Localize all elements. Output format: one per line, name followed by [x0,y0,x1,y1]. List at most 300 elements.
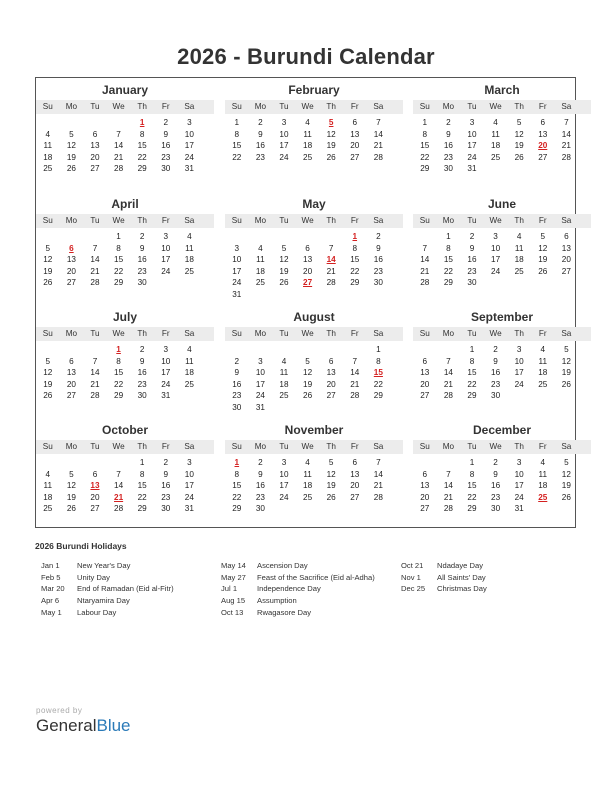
empty-cell [83,344,107,356]
day-cell: 27 [350,152,360,162]
holiday-name: Labour Day [77,607,117,617]
weekday-label: Su [231,102,242,111]
day-cell: 18 [184,368,194,377]
weekday-label: We [489,329,502,338]
weekday-label: Tu [279,102,289,111]
day-cell: 22 [467,492,477,502]
day-cell: 19 [514,141,524,150]
day-cell: 3 [163,345,169,354]
holiday-date: May 14 [221,561,246,570]
week-row [225,469,403,481]
empty-cell [60,117,84,129]
day-cell: 18 [43,492,53,502]
day-cell: 23 [137,379,147,389]
day-cell: 8 [234,129,240,139]
weekday-label: Tu [90,442,100,451]
holiday-day-cell: 6 [69,243,74,253]
day-cell: 30 [443,164,453,173]
empty-cell [531,390,555,402]
day-cell: 26 [43,391,53,400]
day-cell: 20 [350,141,360,150]
weekday-label: Fr [538,329,547,338]
weekday-label: Tu [279,329,289,338]
weekday-label: Su [419,102,430,111]
day-cell: 9 [139,356,145,366]
holidays-title: 2026 Burundi Holidays [35,541,127,551]
day-cell: 1 [116,232,121,241]
day-cell: 26 [561,492,571,502]
day-cell: 7 [446,356,451,366]
week-row [36,243,214,255]
holiday-name: Feast of the Sacrifice (Eid al-Adha) [257,572,375,582]
weekday-label: Tu [90,102,100,111]
day-cell: 14 [443,368,453,377]
weekday-label: Sa [561,442,572,451]
day-cell: 23 [232,391,242,400]
day-cell: 18 [184,255,194,264]
weekday-header [36,100,214,114]
holiday-date: Mar 20 [41,584,65,594]
weekday-label: Mo [254,102,267,111]
day-grid [225,117,403,163]
day-cell: 9 [493,469,498,479]
day-cell: 3 [493,232,498,241]
day-cell: 7 [116,129,121,139]
day-cell: 28 [373,492,383,502]
day-cell: 29 [350,278,360,287]
day-cell: 7 [92,356,98,366]
day-cell: 3 [234,243,240,253]
day-cell: 15 [114,255,124,264]
day-cell: 19 [43,266,53,276]
empty-cell [178,390,202,402]
day-grid [225,457,403,515]
day-cell: 5 [69,129,74,139]
weekday-label: Tu [467,442,477,451]
day-cell: 25 [43,504,53,513]
holiday-column [401,560,487,595]
week-row [36,344,214,356]
day-cell: 30 [137,391,147,400]
weekday-label: Th [137,102,147,111]
empty-cell [36,117,60,129]
holiday-entry [41,607,174,619]
weekday-header [413,214,591,228]
day-cell: 18 [43,152,53,162]
week-row [225,254,403,266]
holiday-day-cell: 21 [114,492,124,502]
day-cell: 17 [279,481,289,490]
day-cell: 17 [514,481,524,490]
day-cell: 19 [43,379,53,389]
day-cell: 26 [43,278,53,287]
day-cell: 24 [232,278,242,287]
holiday-entry [41,595,174,607]
week-row [36,379,214,391]
day-cell: 18 [514,255,524,264]
empty-cell [555,390,579,402]
day-cell: 19 [303,379,313,389]
day-cell: 26 [538,266,548,276]
day-cell: 11 [303,469,312,479]
day-cell: 17 [514,368,524,377]
generalblue-logo[interactable] [36,716,131,736]
day-cell: 6 [328,356,334,366]
holiday-day-cell: 15 [373,368,383,377]
day-cell: 21 [561,141,571,150]
day-cell: 12 [279,255,289,264]
day-cell: 5 [45,243,51,253]
empty-cell [107,457,131,469]
weekday-header [225,440,403,454]
weekday-label: Th [514,102,524,111]
day-cell: 18 [303,481,313,490]
day-cell: 12 [303,368,313,377]
day-cell: 26 [326,492,336,502]
day-cell: 23 [255,492,265,502]
weekday-label: Su [231,216,242,225]
day-cell: 18 [255,266,265,276]
day-cell: 29 [137,164,147,173]
day-cell: 23 [161,152,171,162]
day-cell: 13 [326,368,336,377]
day-cell: 16 [467,255,477,264]
day-cell: 22 [137,152,147,162]
weekday-label: Sa [184,329,195,338]
day-cell: 28 [561,152,571,162]
holiday-date: Oct 13 [221,607,244,617]
day-cell: 1 [422,118,428,127]
weekday-label: Th [137,442,147,451]
weekday-label: Sa [373,442,384,451]
day-cell: 6 [352,458,358,467]
day-cell: 11 [185,243,194,253]
day-cell: 24 [514,492,524,502]
month-april [36,196,214,289]
day-cell: 31 [467,164,477,173]
day-cell: 30 [161,164,171,173]
day-cell: 10 [279,469,289,479]
empty-cell [272,344,296,356]
holiday-name: Ntaryamira Day [77,596,130,606]
month-name: January [101,83,149,97]
day-cell: 27 [350,492,360,502]
week-row [36,277,214,289]
week-row [413,367,591,379]
weekday-label: Tu [467,216,477,225]
day-cell: 30 [137,278,147,287]
weekday-label: Fr [350,102,359,111]
holiday-entry [401,583,487,595]
day-cell: 22 [350,266,360,276]
weekday-label: Mo [254,329,267,338]
day-cell: 24 [491,266,501,276]
day-cell: 20 [66,379,76,389]
day-cell: 16 [491,481,501,490]
day-cell: 27 [561,266,571,276]
weekday-label: Th [326,102,336,111]
empty-cell [60,344,84,356]
month-name: April [111,197,139,211]
day-cell: 26 [514,152,524,162]
day-cell: 4 [305,458,310,467]
day-cell: 24 [161,266,171,276]
day-cell: 31 [232,289,242,299]
day-cell: 31 [255,402,265,412]
day-cell: 16 [443,141,453,150]
day-cell: 4 [45,469,51,479]
week-row [413,152,591,164]
day-cell: 8 [234,469,240,479]
day-cell: 29 [114,278,124,287]
day-cell: 22 [114,266,124,276]
weekday-label: We [112,329,125,338]
weekday-label: Mo [65,329,78,338]
day-cell: 4 [281,356,287,366]
day-cell: 7 [352,356,358,366]
day-cell: 3 [187,458,192,467]
day-cell: 23 [373,266,383,276]
day-cell: 19 [561,368,571,377]
day-cell: 19 [561,481,571,490]
holiday-entry [41,583,174,595]
day-cell: 20 [420,379,430,389]
day-cell: 12 [561,356,571,366]
day-cell: 22 [373,379,383,389]
day-cell: 18 [303,141,313,150]
month-name: November [284,423,344,437]
day-cell: 29 [114,391,124,400]
day-cell: 5 [540,232,546,241]
day-cell: 23 [491,492,501,502]
day-cell: 12 [538,243,548,253]
week-row [413,117,591,129]
day-cell: 5 [516,118,522,127]
empty-cell [225,344,249,356]
holiday-name: End of Ramadan (Eid al-Fitr) [77,584,174,594]
day-cell: 8 [139,469,145,479]
day-cell: 17 [184,141,194,150]
day-cell: 12 [43,255,53,264]
day-cell: 25 [303,492,313,502]
day-cell: 13 [303,255,313,264]
holiday-date: Nov 1 [401,572,421,582]
holiday-name: Ndadaye Day [437,561,484,570]
day-cell: 21 [90,266,100,276]
week-row [225,367,403,379]
month-november [225,422,403,515]
day-cell: 3 [281,458,287,467]
weekday-label: Mo [254,442,267,451]
holiday-day-cell: 1 [352,232,358,241]
empty-cell [367,402,391,414]
weekday-label: Sa [373,216,384,225]
day-cell: 6 [92,469,98,479]
day-grid [36,457,214,515]
day-cell: 15 [467,481,477,490]
empty-cell [507,277,531,289]
weekday-label: Su [231,442,242,451]
day-cell: 11 [514,243,524,253]
day-cell: 12 [326,469,336,479]
day-cell: 24 [279,152,289,162]
weekday-label: Tu [279,442,289,451]
day-cell: 24 [255,391,265,400]
day-cell: 9 [163,469,169,479]
day-grid [225,231,403,300]
day-cell: 5 [328,458,334,467]
day-cell: 10 [161,356,171,366]
week-row [225,152,403,164]
day-cell: 31 [161,391,171,400]
weekday-header [413,100,591,114]
weekday-label: Th [326,216,336,225]
week-row [413,163,591,175]
day-cell: 25 [43,164,53,173]
day-cell: 18 [538,368,548,377]
day-cell: 1 [469,458,475,467]
day-cell: 27 [420,504,430,513]
day-grid [225,344,403,413]
day-cell: 25 [491,152,501,162]
weekday-label: Fr [161,216,170,225]
day-cell: 20 [561,255,571,264]
weekday-label: We [489,442,502,451]
day-cell: 8 [469,356,475,366]
day-cell: 4 [540,345,546,354]
holiday-day-cell: 5 [328,118,334,127]
day-cell: 17 [467,141,477,150]
day-cell: 14 [561,129,571,139]
weekday-label: Sa [373,102,384,111]
day-cell: 17 [184,481,194,490]
day-cell: 7 [116,469,121,479]
week-row [225,243,403,255]
month-may [225,196,403,300]
week-row [225,129,403,141]
day-grid [413,231,591,289]
day-cell: 21 [114,152,124,162]
empty-cell [507,390,531,402]
month-july [36,309,214,402]
weekday-label: We [301,329,314,338]
weekday-label: Fr [538,102,547,111]
weekday-label: Mo [442,102,455,111]
day-cell: 16 [161,141,171,150]
day-cell: 23 [161,492,171,502]
day-cell: 14 [114,481,124,490]
day-cell: 4 [493,118,498,127]
weekday-label: Sa [184,442,195,451]
holiday-day-cell: 1 [234,458,240,467]
day-cell: 4 [305,118,310,127]
week-row [225,379,403,391]
day-cell: 2 [139,345,145,354]
empty-cell [272,402,296,414]
weekday-header [36,327,214,341]
day-cell: 22 [467,379,477,389]
day-cell: 6 [564,232,569,241]
holiday-entry [221,572,375,584]
empty-cell [555,163,579,175]
empty-cell [83,457,107,469]
day-cell: 9 [469,243,475,253]
weekday-label: Mo [442,216,455,225]
empty-cell [272,503,296,515]
day-cell: 30 [491,504,501,513]
day-grid [36,231,214,289]
day-cell: 7 [446,469,451,479]
day-cell: 28 [90,278,100,287]
day-cell: 29 [373,391,383,400]
empty-cell [60,231,84,243]
holiday-name: Rwagasore Day [257,607,312,617]
day-cell: 30 [255,504,265,513]
day-cell: 19 [538,255,548,264]
month-september [413,309,591,402]
weekday-label: Sa [561,329,572,338]
day-cell: 6 [540,118,546,127]
empty-cell [555,503,579,515]
page-title: 2026 - Burundi Calendar [177,44,435,69]
week-row [225,344,403,356]
day-cell: 1 [139,458,145,467]
weekday-label: Fr [161,329,170,338]
day-cell: 4 [258,243,263,253]
day-cell: 27 [538,152,548,162]
empty-cell [367,289,391,301]
day-cell: 20 [303,266,313,276]
day-cell: 28 [90,391,100,400]
week-row [225,480,403,492]
day-cell: 19 [66,492,76,502]
holiday-day-cell: 20 [538,141,548,150]
day-cell: 12 [66,481,76,490]
holiday-day-cell: 27 [303,278,313,287]
day-cell: 25 [279,391,289,400]
day-grid [413,344,591,402]
day-cell: 11 [491,129,500,139]
holiday-date: May 27 [221,572,246,582]
day-cell: 22 [232,152,242,162]
empty-cell [107,117,131,129]
day-cell: 10 [491,243,501,253]
day-cell: 21 [373,141,383,150]
day-cell: 1 [376,345,381,354]
month-august [225,309,403,413]
day-cell: 11 [185,356,194,366]
day-cell: 27 [90,504,100,513]
holiday-entry [41,572,174,584]
week-row [225,231,403,243]
holiday-day-cell: 1 [139,118,145,127]
holiday-entry [41,560,174,572]
day-cell: 10 [161,243,171,253]
week-row [413,379,591,391]
day-cell: 2 [446,118,451,127]
week-row [36,129,214,141]
weekday-label: Mo [442,329,455,338]
day-cell: 17 [232,266,242,276]
day-cell: 15 [232,481,242,490]
day-cell: 19 [326,141,336,150]
holiday-name: Christmas Day [437,584,487,594]
day-cell: 20 [420,492,430,502]
month-name: October [101,423,148,437]
month-name: August [293,310,335,324]
weekday-label: Mo [254,216,267,225]
day-cell: 14 [373,129,383,139]
